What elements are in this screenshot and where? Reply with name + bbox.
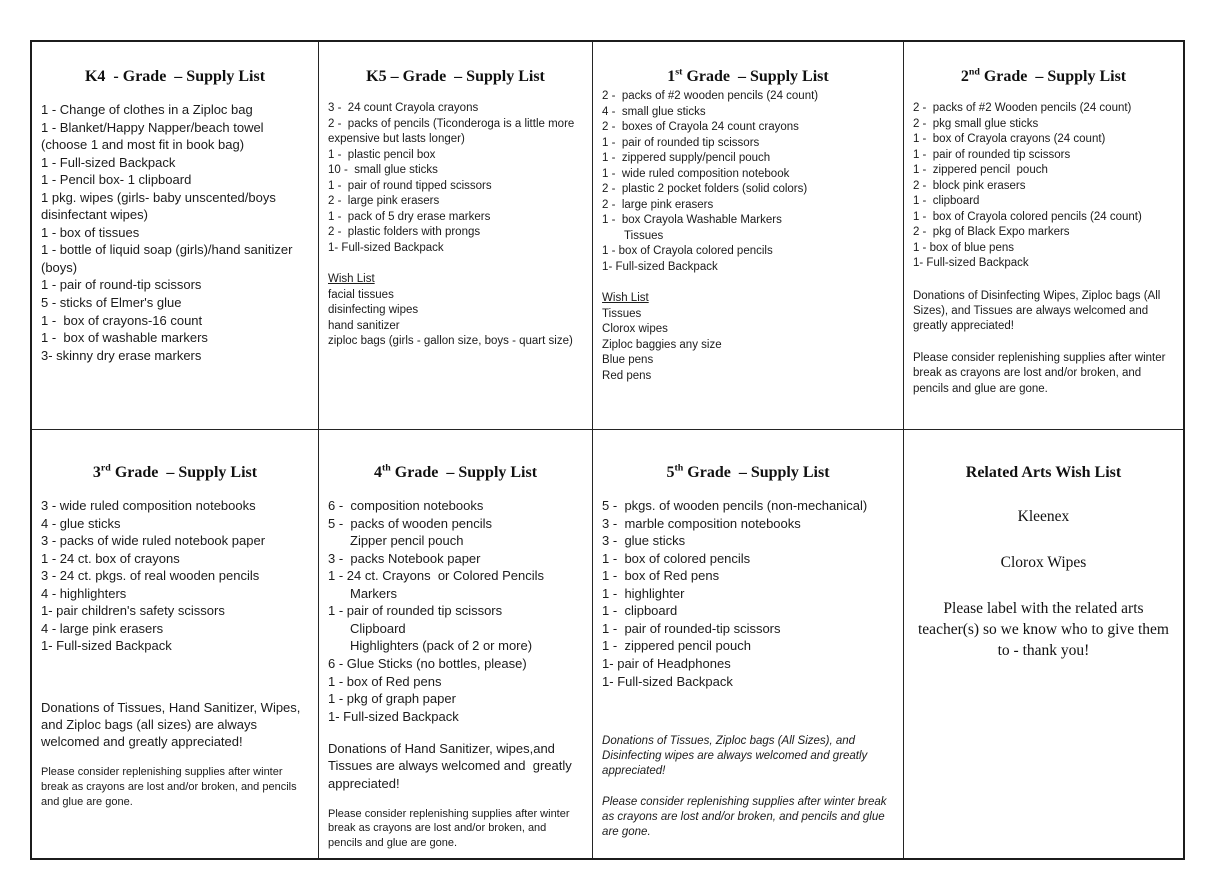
- title-text: 4: [373, 464, 382, 482]
- title-text: Grade – Supply List: [390, 464, 538, 482]
- note-paragraph: Please consider replenishing supplies after winter break as crayons are lost and/or broken, and pencils and glue are gone.: [602, 795, 890, 838]
- note-paragraph: Donations of Tissues, Ziploc bags (All Sizes), and Disinfecting wipes are always welcomed and greatly appreciated!: [602, 735, 871, 778]
- supply-item: 1 - Full-sized Backpack: [41, 154, 176, 170]
- note-paragraph: Kleenex: [1017, 508, 1070, 526]
- supply-item: 1 pkg. wipes (girls- baby unscented/boys disinfectant wipes): [41, 189, 280, 223]
- cell-title-second-grade: [913, 68, 1174, 86]
- supply-item: 1 - Blanket/Happy Napper/beach towel (choose 1 and most fit in book bag): [41, 119, 268, 153]
- cell-fourth-grade: [319, 430, 593, 858]
- supply-item: 1 - zippered pencil pouch: [602, 638, 751, 654]
- title-ordinal-suffix: nd: [968, 66, 980, 78]
- title-text: Grade – Supply List: [110, 464, 258, 482]
- supply-list: [913, 101, 1174, 272]
- title-ordinal-suffix: rd: [100, 462, 111, 474]
- title-text: 3: [92, 464, 101, 482]
- cell-title-fifth-grade: [602, 464, 894, 482]
- supply-item: 1 - box of Crayola colored pencils: [602, 245, 773, 258]
- supply-item: 4 - highlighters: [41, 585, 127, 601]
- supply-item: Clorox wipes: [602, 323, 668, 336]
- title-text: Related Arts Wish List: [965, 464, 1122, 482]
- supply-item: 3- skinny dry erase markers: [41, 347, 202, 363]
- supply-item: 1- Full-sized Backpack: [328, 241, 444, 254]
- supply-item: 2 - large pink erasers: [602, 198, 714, 211]
- supply-list: [41, 497, 309, 655]
- supply-item: 1 - box of blue pens: [912, 241, 1014, 254]
- supply-item: 3 - wide ruled composition notebooks: [41, 498, 256, 514]
- supply-item: 1 - box of washable markers: [41, 330, 208, 346]
- supply-list: [328, 288, 583, 350]
- supply-item: 1- Full-sized Backpack: [602, 673, 733, 689]
- supply-item: 1- Full-sized Backpack: [41, 638, 172, 654]
- cell-first-grade: [593, 42, 904, 430]
- supply-item: 2 - pkg small glue sticks: [912, 117, 1039, 130]
- supply-item: 1 - pair of rounded tip scissors: [328, 603, 503, 619]
- supply-item: 1 - box of tissues: [41, 224, 140, 240]
- supply-item: 4 - small glue sticks: [602, 105, 706, 118]
- supply-item: 1 - box of crayons-16 count: [41, 312, 203, 328]
- supply-item: 1 - box of colored pencils: [602, 550, 751, 566]
- supply-item: 1 - zippered supply/pencil pouch: [602, 152, 771, 165]
- supply-item: 1 - Pencil box- 1 clipboard: [41, 172, 192, 188]
- cell-related-arts: [904, 430, 1183, 858]
- supply-item: 1 - bottle of liquid soap (girls)/hand sanitizer (boys): [41, 242, 297, 275]
- title-text: Grade – Supply List: [979, 68, 1127, 85]
- supply-list: [328, 497, 583, 725]
- note-paragraph: Please label with the related arts teacher(s) so we know who to give them to - thank you!: [918, 599, 1173, 659]
- supply-item: 1 - box of Crayola crayons (24 count): [912, 133, 1106, 146]
- supply-item: 1 - pair of rounded tip scissors: [912, 148, 1071, 161]
- supply-item: 2 - block pink erasers: [912, 179, 1026, 192]
- supply-item: 6 - Glue Sticks (no bottles, please): [328, 656, 527, 672]
- note-paragraph: Donations of Disinfecting Wipes, Ziploc bags (All Sizes), and Tissues are always welcomed and greatly appreciated!: [912, 289, 1164, 333]
- supply-item: 3 - 24 count Crayola crayons: [328, 102, 479, 114]
- supply-item: 1 - 24 ct. Crayons or Colored Pencils: [328, 568, 545, 584]
- title-text: K5 – Grade – Supply List: [366, 68, 545, 85]
- supply-item: 1 - pkg of graph paper: [328, 691, 456, 707]
- title-text: 1: [667, 68, 676, 85]
- supply-item: 1 - zippered pencil pouch: [912, 164, 1048, 177]
- title-text: Grade – Supply List: [682, 68, 829, 85]
- supply-item: 1 - pair of round-tip scissors: [41, 277, 202, 293]
- supply-item: 4 - large pink erasers: [41, 620, 164, 636]
- supply-item: 1 - clipboard: [602, 603, 678, 619]
- supply-item: 3 - packs of wide ruled notebook paper: [41, 533, 266, 549]
- note-paragraph: Please consider replenishing supplies after winter break as crayons are lost and/or broken, and pencils and glue are gone.: [912, 352, 1169, 395]
- note-paragraph: Please consider replenishing supplies after winter break as crayons are lost and/or broken, and pencils and glue are gone.: [328, 807, 573, 849]
- supply-item: 1 - pair of rounded-tip scissors: [602, 620, 781, 636]
- supply-item: Tissues: [602, 307, 642, 320]
- supply-item: 10 - small glue sticks: [328, 164, 438, 177]
- supply-item: 1- Full-sized Backpack: [912, 257, 1029, 270]
- supply-item: 2 - large pink erasers: [328, 195, 440, 208]
- supply-item: 2 - plastic folders with prongs: [328, 226, 481, 239]
- cell-title-k4-grade: [41, 68, 309, 86]
- supply-item: 1 - box of Crayola colored pencils (24 count): [912, 210, 1142, 223]
- supply-item: 3 - marble composition notebooks: [602, 515, 801, 531]
- wish-list-heading: Wish List: [328, 273, 375, 286]
- supply-item: 1- Full-sized Backpack: [328, 708, 459, 724]
- supply-item: 1 - plastic pencil box: [328, 148, 436, 161]
- supply-item: 5 - sticks of Elmer's glue: [41, 295, 182, 311]
- supply-item: 1 - Change of clothes in a Ziploc bag: [41, 102, 253, 117]
- wish-list-heading: Wish List: [602, 292, 649, 305]
- supply-item: 3 - packs Notebook paper: [328, 550, 481, 566]
- supply-item: ziploc bags (girls - gallon size, boys - quart size): [328, 335, 573, 348]
- supply-item: Ziploc baggies any size: [602, 338, 722, 351]
- title-ordinal-suffix: th: [674, 462, 684, 474]
- supply-item: 6 - composition notebooks: [328, 498, 484, 514]
- supply-list: [328, 101, 583, 256]
- supply-item: 1 - wide ruled composition notebook: [602, 167, 790, 180]
- supply-item: 1- pair of Headphones: [602, 656, 731, 672]
- supply-item: 2 - plastic 2 pocket folders (solid colors): [602, 183, 808, 196]
- supply-item: 1- Full-sized Backpack: [602, 260, 718, 273]
- supply-item: 1 - box of Red pens: [328, 673, 442, 689]
- title-ordinal-suffix: th: [381, 462, 391, 474]
- supply-item: Highlighters (pack of 2 or more): [350, 638, 533, 654]
- cell-title-fourth-grade: [328, 464, 583, 482]
- supply-list: [41, 101, 309, 364]
- supply-list-table: [30, 40, 1185, 860]
- supply-item: 1 - pair of rounded tip scissors: [602, 136, 760, 149]
- cell-third-grade: [32, 430, 319, 858]
- supply-item: 1- pair children's safety scissors: [41, 603, 225, 619]
- note-paragraph: Clorox Wipes: [1000, 554, 1087, 572]
- supply-item: 1 - 24 ct. box of crayons: [41, 550, 180, 566]
- cell-title-k5-grade: [328, 68, 583, 86]
- note-paragraph: Donations of Hand Sanitizer, wipes,and Tissues are always welcomed and greatly appreciated!: [328, 741, 576, 791]
- supply-list: [602, 497, 894, 690]
- supply-list: [602, 307, 894, 385]
- supply-item: Clipboard: [350, 620, 406, 636]
- cell-title-related-arts: [913, 464, 1174, 482]
- supply-item: 2 - packs of #2 wooden pencils (24 count): [602, 90, 819, 102]
- title-ordinal-suffix: st: [675, 66, 683, 78]
- supply-item: 2 - packs of #2 Wooden pencils (24 count): [912, 102, 1132, 114]
- supply-item: 1 - box Crayola Washable Markers: [602, 214, 782, 227]
- supply-item: Blue pens: [602, 354, 654, 367]
- supply-item: 1 - box of Red pens: [602, 568, 720, 584]
- title-text: 5: [666, 464, 675, 482]
- supply-item: 4 - glue sticks: [41, 515, 121, 531]
- supply-item: 5 - packs of wooden pencils: [328, 515, 493, 531]
- supply-item: 1 - pair of round tipped scissors: [328, 179, 492, 192]
- supply-item: facial tissues: [328, 288, 394, 301]
- supply-item: disinfecting wipes: [328, 304, 419, 317]
- supply-item: Red pens: [602, 369, 652, 382]
- cell-k5-grade: [319, 42, 593, 430]
- supply-item: 3 - glue sticks: [602, 533, 686, 549]
- supply-item: 3 - 24 ct. pkgs. of real wooden pencils: [41, 568, 260, 584]
- supply-item: hand sanitizer: [328, 319, 400, 332]
- cell-k4-grade: [32, 42, 319, 430]
- supply-item: 5 - pkgs. of wooden pencils (non-mechanical): [602, 498, 868, 514]
- supply-item: 2 - packs of pencils (Ticonderoga is a little more expensive but lasts longer): [328, 117, 578, 146]
- note-paragraph: Donations of Tissues, Hand Sanitizer, Wipes, and Ziploc bags (all sizes) are always welcomed and greatly appreciated!: [41, 700, 305, 750]
- supply-item: 1 - clipboard: [912, 195, 980, 208]
- title-text: K4 - Grade – Supply List: [84, 68, 266, 85]
- supply-item: Zipper pencil pouch: [350, 533, 464, 549]
- cell-second-grade: [904, 42, 1183, 430]
- cell-title-third-grade: [41, 464, 309, 482]
- cell-title-first-grade: [602, 68, 894, 86]
- title-text: Grade – Supply List: [683, 464, 830, 482]
- title-text: 2: [960, 68, 969, 85]
- supply-item: 2 - pkg of Black Expo markers: [912, 226, 1070, 239]
- supply-item: 2 - boxes of Crayola 24 count crayons: [602, 121, 799, 134]
- supply-item: 1 - pack of 5 dry erase markers: [328, 210, 491, 223]
- supply-item: Markers: [350, 585, 397, 601]
- supply-item: Tissues: [624, 229, 664, 242]
- supply-list: [602, 89, 894, 275]
- cell-fifth-grade: [593, 430, 904, 858]
- note-paragraph: Please consider replenishing supplies after winter break as crayons are lost and/or broken, and pencils and glue are gone.: [41, 766, 300, 808]
- supply-item: 1 - highlighter: [602, 585, 685, 601]
